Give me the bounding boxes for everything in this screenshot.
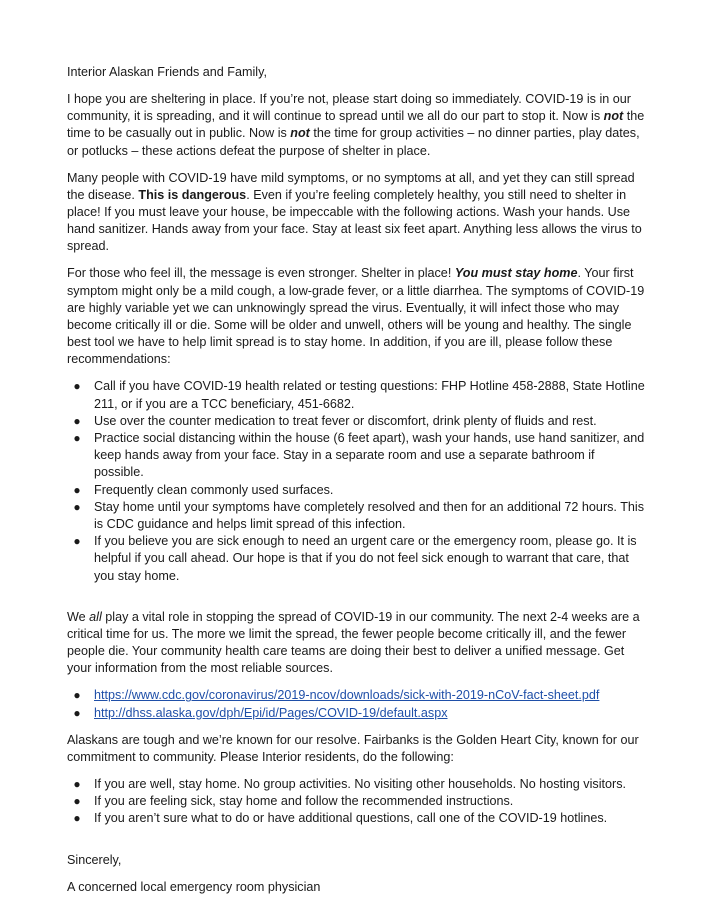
list-item [67,705,647,722]
list-item: ● If you believe you are sick enough to need an urgent care or the emergency room, please go. It is helpful if you call ahead. Our hope is that if you do not feel sick enough to warrant that care, that you stay home. [73,534,637,583]
list-item: ● Practice social distancing within the house (6 feet apart), wash your hands, use hand sanitizer, and keep hands away from your face. Stay in a separate room and use a separate bathroom if possible. [73,431,645,480]
bullet-icon: ● [73,431,81,446]
greeting: Interior Alaskan Friends and Family, [67,65,267,79]
paragraph-shelter: I hope you are sheltering in place. If you’re not, please start doing so immediately. COVID-19 is in our community, it is spreading, and it will continue to spread until we all do our part to stop it. Now is not the time to be casually out in public. Now is not the time for group activities – no dinner parties, play dates, or potlucks – these actions defeat the purpose of shelter in place. [67,92,645,158]
bullet-icon: ● [73,413,81,428]
recommendations-list [67,378,647,584]
paragraph-mild-symptoms: Many people with COVID-19 have mild symptoms, or no symptoms at all, and yet they can still spread the disease. This is dangerous. Even if you’re feeling completely healthy, you still need to shelter in place! If you must leave your house, be impeccable with the following actions. Wash your hands. Use hand sanitizer. Hands away from your face. Stay at least six feet apart. Anything less allows the virus to spread. [67,170,642,254]
list-item: ● If you are feeling sick, stay home and follow the recommended instructions. [67,793,647,810]
dhss-link[interactable]: http://dhss.alaska.gov/dph/Epi/id/Pages/COVID-19/default.aspx [94,705,448,720]
bullet-icon: ● [73,379,81,394]
list-item: ● Call if you have COVID-19 health related or testing questions: FHP Hotline 458-2888, State Hotline 211, or if you are a TCC beneficiary, 451-6682. [73,379,645,411]
bullet-icon: ● [73,794,81,809]
list-item [67,687,647,704]
paragraph-vital-role: We all play a vital role in stopping the spread of COVID-19 in our community. The next 2-4 weeks are a critical time for us. The more we limit the spread, the fewer people become critically ill, and the fewer people die. Your community health care teams are doing their best to deliver a unified message. Get your information from the most reliable sources. [67,609,640,676]
bullet-icon: ● [73,688,81,703]
cdc-link[interactable]: https://www.cdc.gov/coronavirus/2019-ncov/downloads/sick-with-2019-nCoV-fact-sheet.pdf [94,688,600,703]
paragraph-alaskans: Alaskans are tough and we’re known for our resolve. Fairbanks is the Golden Heart City, known for our commitment to community. Please Interior residents, do the following: [67,732,639,764]
actions-list [67,776,647,828]
list-item: ● Use over the counter medication to treat fever or discomfort, drink plenty of fluids and rest. [67,413,647,430]
bullet-icon: ● [73,482,81,497]
bullet-icon: ● [73,705,81,720]
list-item: ● If you aren’t sure what to do or have additional questions, call one of the COVID-19 hotlines. [67,810,647,827]
list-item: ● If you are well, stay home. No group activities. No visiting other households. No hosting visitors. [67,776,647,793]
paragraph-ill: For those who feel ill, the message is even stronger. Shelter in place! You must stay home. Your first symptom might only be a mild cough, a low-grade fever, or a little diarrhea. The symptoms of COVID-19 are highly variable yet we can unknowingly spread the virus. Eventually, it will infect those who may become critically ill or die. Some will be older and unwell, others will be young and healthy. The single best tool we have to help limit spread is to stay home. In addition, if you are ill, please follow these recommendations: [67,266,645,367]
list-item: ● Stay home until your symptoms have completely resolved and then for an additional 72 hours. This is CDC guidance and helps limit spread of this infection. [73,499,644,532]
bullet-icon: ● [73,776,81,791]
list-item: ● Frequently clean commonly used surfaces. [67,482,647,499]
closing: Sincerely, [67,852,122,867]
signature: A concerned local emergency room physician [67,879,321,894]
bullet-icon: ● [73,534,81,549]
sources-list [67,687,647,721]
bullet-icon: ● [73,499,81,514]
bullet-icon: ● [73,811,81,826]
letter-page [67,64,647,906]
